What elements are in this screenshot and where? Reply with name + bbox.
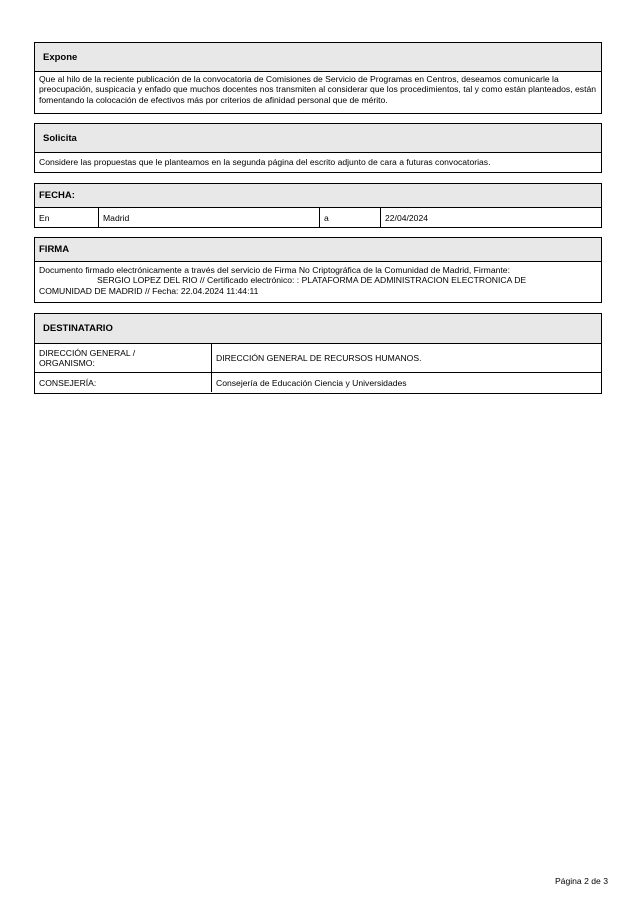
fecha-a-label: a: [320, 208, 381, 227]
expone-section: [34, 42, 602, 114]
fecha-row: [35, 208, 601, 227]
fecha-date: 22/04/2024: [385, 212, 429, 223]
fecha-title: FECHA:: [39, 190, 75, 201]
solicita-title: Solicita: [43, 132, 77, 144]
fecha-en-label: En: [35, 208, 99, 227]
solicita-section: [34, 123, 602, 173]
destinatario-section: [34, 313, 602, 394]
firma-line-3: COMUNIDAD DE MADRID // Fecha: 22.04.2024 11:44:11: [39, 285, 259, 296]
destinatario-organismo-label: DIRECCIÓN GENERAL / ORGANISMO:: [35, 344, 212, 372]
fecha-header: [35, 184, 601, 208]
firma-text: [35, 262, 601, 299]
destinatario-consejeria-value: Consejería de Educación Ciencia y Universidades: [216, 377, 407, 388]
destinatario-consejeria-label: CONSEJERÍA:: [35, 373, 212, 392]
firma-section: [34, 237, 602, 303]
fecha-place: Madrid: [99, 208, 320, 227]
destinatario-row-organismo: [35, 344, 601, 373]
firma-line-2: SERGIO LOPEZ DEL RIO // Certificado electrónico: : PLATAFORMA DE ADMINISTRACION ELECTRONICA DE: [97, 275, 527, 286]
page-number: Página 2 de 3: [554, 876, 608, 886]
destinatario-row-consejeria: [35, 373, 601, 392]
solicita-text: Considere las propuestas que le planteamos en la segunda página del escrito adjunto de cara a futuras convocatorias.: [39, 157, 491, 167]
firma-line-1: Documento firmado electrónicamente a través del servicio de Firma No Criptográfica de la Comunidad de Madrid, Firmante:: [39, 265, 510, 275]
destinatario-header: [35, 314, 601, 344]
expone-text: Que al hilo de la reciente publicación de la convocatoria de Comisiones de Servicio de Programas en Centros, deseamos comunicarle la preocupación, suspicacia y enfado que muchos docentes nos transmiten al considerar que los procedimientos, tal y como están planteados, están fomentando la colocación de efectivos más por criterios de afinidad personal que de mérito.: [39, 74, 597, 105]
destinatario-title: DESTINATARIO: [43, 323, 113, 334]
solicita-header: [35, 124, 601, 153]
firma-title: FIRMA: [39, 244, 70, 255]
expone-header: [35, 43, 601, 72]
expone-title: Expone: [43, 51, 78, 63]
destinatario-organismo-value: DIRECCIÓN GENERAL DE RECURSOS HUMANOS.: [216, 353, 422, 363]
firma-header: [35, 238, 601, 262]
fecha-section: [34, 183, 602, 228]
